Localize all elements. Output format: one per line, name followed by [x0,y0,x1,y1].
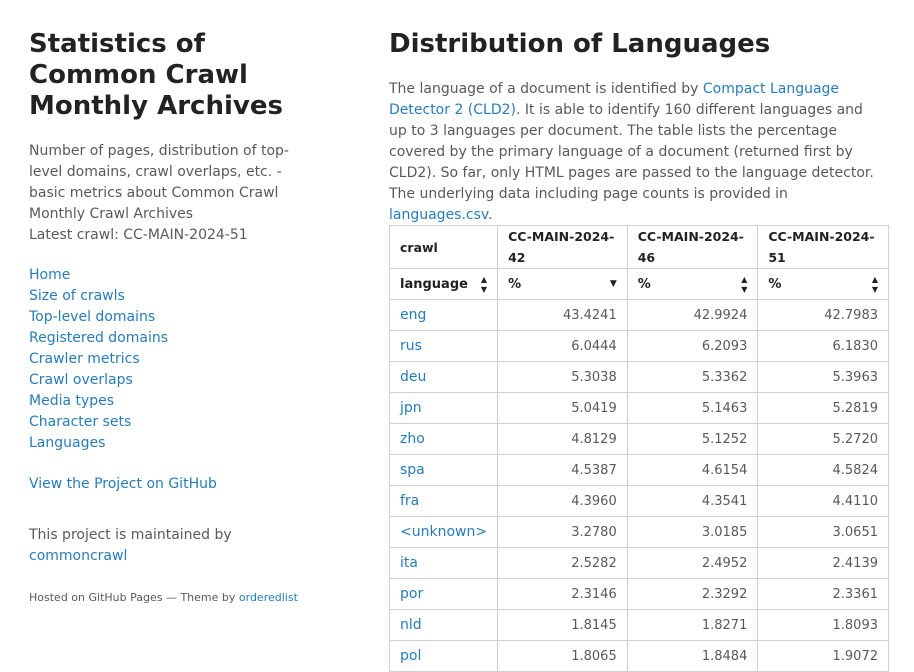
value-cell: 4.6154 [627,455,758,486]
sort-header-crawl-3[interactable] [758,269,889,300]
nav-link-crawler-metrics[interactable]: Crawler metrics [29,351,140,367]
header-unit-3: % [768,276,782,292]
value-cell: 3.0185 [627,517,758,548]
intro-text-3: . [488,207,493,223]
table-row [390,486,889,517]
sort-header-crawl-2[interactable] [627,269,758,300]
value-cell: 4.3960 [498,486,628,517]
table-row [390,579,889,610]
intro-text-1: The language of a document is identified by [389,81,703,97]
language-link[interactable]: <unknown> [400,523,488,540]
languages-table [389,225,889,672]
maintainer-info [29,525,319,567]
value-cell: 5.3963 [758,362,889,393]
value-cell: 2.4952 [627,548,758,579]
language-link[interactable]: spa [400,461,425,478]
value-cell: 5.1463 [627,393,758,424]
table-row [390,455,889,486]
sort-updown-icon: ▲ ▼ [871,274,878,294]
value-cell: 6.1830 [758,331,889,362]
header-crawl: crawl [390,226,498,269]
header-unit-1: % [508,276,522,292]
value-cell: 42.9924 [627,300,758,331]
sort-updown-icon: ▲ ▼ [741,274,748,294]
language-link[interactable]: por [400,585,424,602]
language-link[interactable]: rus [400,337,422,354]
site-title: Statistics of Common Crawl Monthly Archives [29,29,283,121]
value-cell: 3.2780 [498,517,628,548]
language-cell [390,300,498,331]
nav-link-home[interactable]: Home [29,267,71,283]
nav-link-size-of-crawls[interactable]: Size of crawls [29,288,125,304]
language-cell [390,610,498,641]
header-crawl-3: CC-MAIN-2024-51 [758,226,889,269]
language-link[interactable]: pol [400,647,422,664]
language-cell [390,579,498,610]
sort-updown-icon: ▲ ▼ [480,274,488,294]
header-crawl-1: CC-MAIN-2024-42 [498,226,628,269]
table-row [390,300,889,331]
table-row [390,331,889,362]
value-cell: 2.3146 [498,579,628,610]
value-cell: 42.7983 [758,300,889,331]
value-cell: 5.0419 [498,393,628,424]
language-cell [390,331,498,362]
page-title: Distribution of Languages [389,29,771,59]
intro-paragraph [389,79,884,226]
language-cell [390,517,498,548]
value-cell: 2.3292 [627,579,758,610]
language-link[interactable]: fra [400,492,420,509]
table-header-row-crawl [390,226,889,269]
cld2-link[interactable]: Compact Language Detector 2 (CLD2) [389,81,840,118]
table-row [390,641,889,672]
nav-link-media-types[interactable]: Media types [29,393,115,409]
value-cell: 5.3362 [627,362,758,393]
theme-author-link[interactable]: orderedlist [238,591,298,604]
language-cell [390,393,498,424]
table-row [390,362,889,393]
table-row [390,548,889,579]
github-project-link[interactable]: View the Project on GitHub [29,476,217,492]
site-description [29,141,319,246]
value-cell: 1.8271 [627,610,758,641]
value-cell: 6.0444 [498,331,628,362]
language-link[interactable]: deu [400,368,427,385]
value-cell: 3.0651 [758,517,889,548]
language-link[interactable]: eng [400,306,427,323]
table-row [390,424,889,455]
language-link[interactable]: nld [400,616,422,633]
sort-header-language[interactable] [390,269,498,300]
intro-text-2: . It is able to identify 160 different languages and up to 3 languages per document. The table lists the percentage covered by the primary language of a document (returned first by CLD2). So far, only HTML pages are passed to the language detector. The underlying data including page counts is provided in [389,102,874,202]
value-cell: 1.9072 [758,641,889,672]
sidebar [29,29,319,605]
description-text: Number of pages, distribution of top-level domains, crawl overlaps, etc. - basic metrics about Common Crawl Monthly Crawl Archives [29,143,289,222]
maintained-by-text: This project is maintained by [29,527,232,543]
value-cell: 5.2819 [758,393,889,424]
value-cell: 4.4110 [758,486,889,517]
value-cell: 1.8145 [498,610,628,641]
value-cell: 6.2093 [627,331,758,362]
header-unit-2: % [637,276,651,292]
hosted-text: Hosted on GitHub Pages — Theme by [29,591,236,604]
value-cell: 2.5282 [498,548,628,579]
latest-crawl: Latest crawl: CC-MAIN-2024-51 [29,227,248,243]
header-language-label: language [400,276,468,292]
language-cell [390,486,498,517]
languages-csv-link[interactable]: languages.csv [389,207,489,223]
maintainer-link[interactable]: commoncrawl [29,548,128,564]
value-cell: 1.8484 [627,641,758,672]
language-cell [390,362,498,393]
table-row [390,517,889,548]
language-cell [390,548,498,579]
sort-desc-icon: ▼ [609,278,617,289]
language-link[interactable]: ita [400,554,418,571]
nav-link-top-level-domains[interactable]: Top-level domains [29,309,156,325]
value-cell: 4.5824 [758,455,889,486]
hosted-credit [29,591,319,605]
value-cell: 2.3361 [758,579,889,610]
language-cell [390,424,498,455]
table-row [390,393,889,424]
value-cell: 5.2720 [758,424,889,455]
table-header-row-sort [390,269,889,300]
value-cell: 5.3038 [498,362,628,393]
main-content [389,29,889,226]
nav-link-registered-domains[interactable]: Registered domains [29,330,169,346]
table-row [390,610,889,641]
nav-link-languages[interactable]: Languages [29,435,106,451]
nav-link-crawl-overlaps[interactable]: Crawl overlaps [29,372,133,388]
language-link[interactable]: jpn [400,399,422,416]
language-cell [390,455,498,486]
language-cell [390,641,498,672]
nav-link-character-sets[interactable]: Character sets [29,414,132,430]
value-cell: 4.5387 [498,455,628,486]
header-crawl-2: CC-MAIN-2024-46 [627,226,758,269]
value-cell: 4.3541 [627,486,758,517]
value-cell: 1.8065 [498,641,628,672]
value-cell: 1.8093 [758,610,889,641]
value-cell: 4.8129 [498,424,628,455]
sort-header-crawl-1[interactable] [498,269,628,300]
value-cell: 5.1252 [627,424,758,455]
sidebar-nav [29,265,319,454]
value-cell: 43.4241 [498,300,628,331]
language-link[interactable]: zho [400,430,425,447]
value-cell: 2.4139 [758,548,889,579]
